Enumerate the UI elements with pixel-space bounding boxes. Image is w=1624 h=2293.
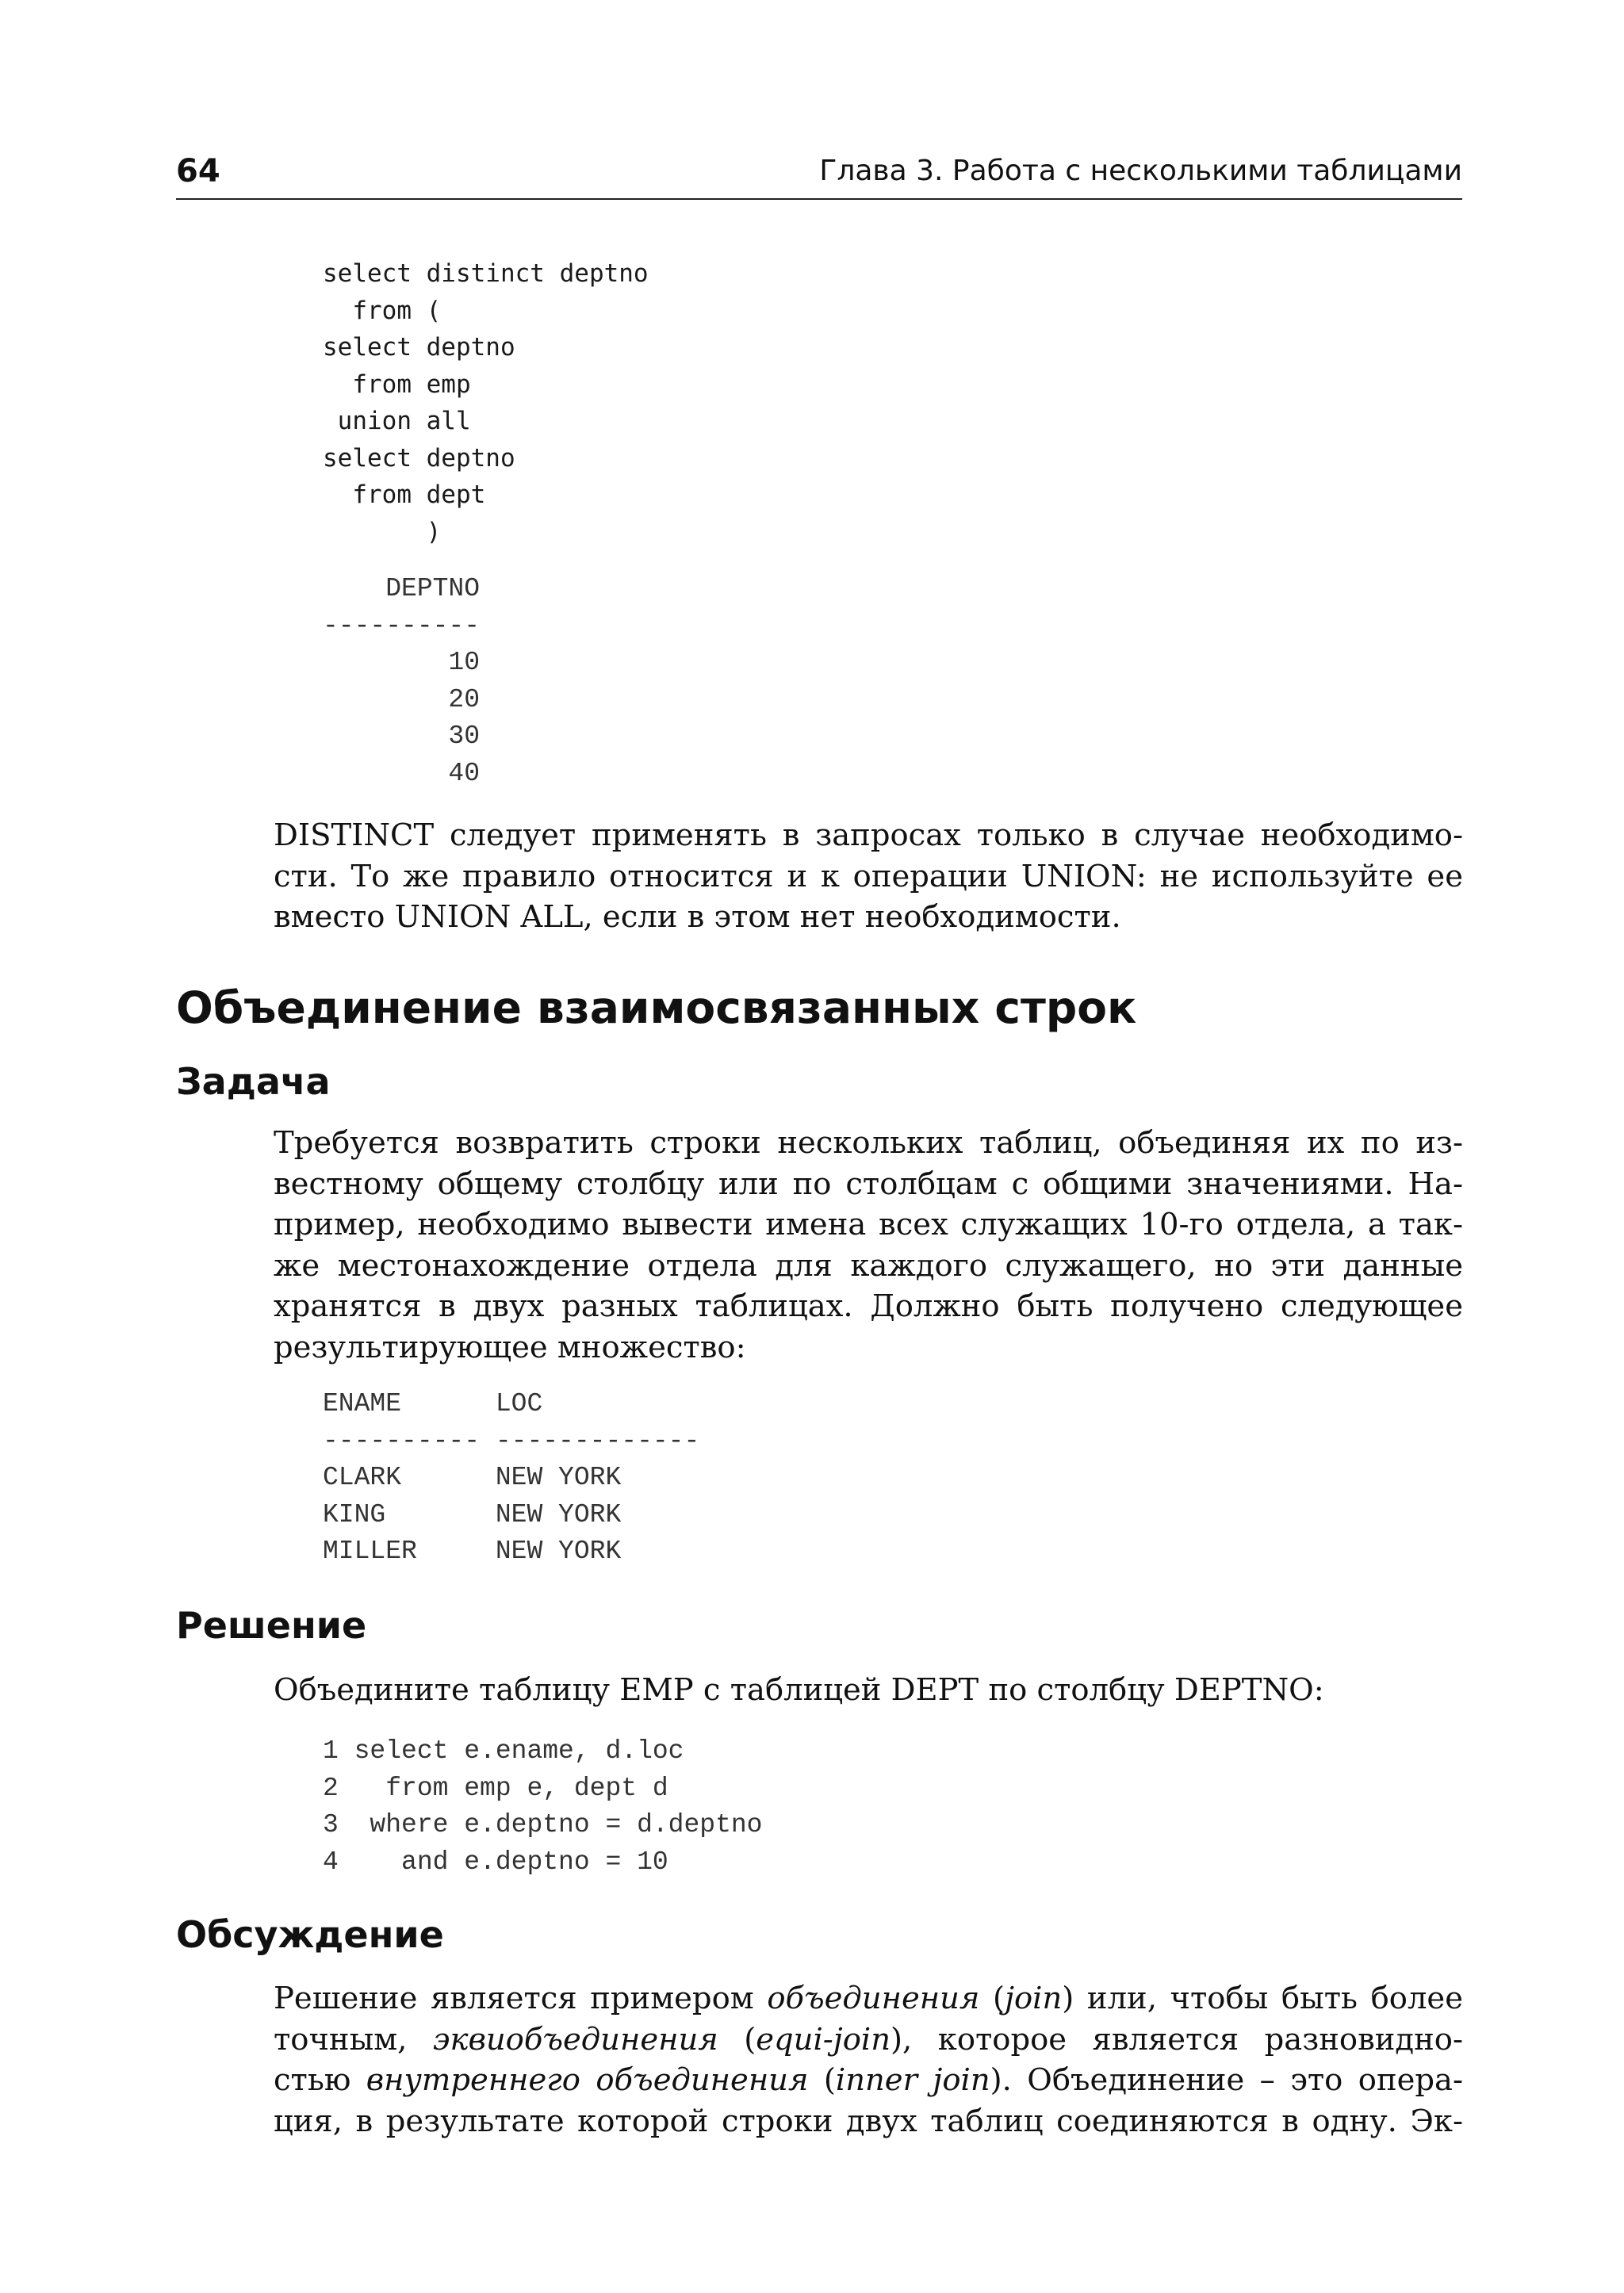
running-title: Глава 3. Работа с несколькими таблицами: [819, 155, 1462, 187]
text-line: [274, 1978, 1463, 2019]
result-line: ---------- -------------: [323, 1426, 700, 1456]
term-italic: объединения: [767, 1981, 980, 2016]
code-line: 1 select e.ename, d.loc: [323, 1736, 684, 1766]
code-line: 4 and e.deptno = 10: [323, 1847, 668, 1877]
code-line: select distinct deptno: [323, 259, 649, 288]
paragraph-task: [274, 1123, 1463, 1368]
solution-code: [323, 1733, 763, 1881]
term-italic: join: [1005, 1981, 1063, 2016]
text-line: [274, 2060, 1463, 2101]
term-italic: эквиобъединения: [432, 2021, 718, 2058]
text-run: точным,: [274, 2021, 433, 2058]
output-line: 40: [323, 758, 481, 788]
output-line: 10: [323, 648, 481, 677]
text-line: DISTINCT следует применять в запросах только в случае необходимо-: [274, 817, 1463, 853]
text-run: (: [979, 1981, 1005, 2016]
text-line: же местонахождение отдела для каждого служащего, но эти данные: [274, 1247, 1463, 1284]
text-run: (: [718, 2021, 756, 2058]
code-line: from (: [323, 296, 442, 325]
text-line: результирующее множество:: [274, 1329, 746, 1365]
code-line: union all: [323, 407, 471, 435]
output-line: 30: [323, 722, 481, 751]
output-line: DEPTNO: [323, 574, 481, 603]
task-heading: Задача: [176, 1060, 331, 1103]
text-run: стью: [274, 2062, 366, 2098]
output-line: ----------: [323, 611, 481, 641]
code-line: 2 from emp e, dept d: [323, 1773, 668, 1803]
text-line: вестному общему столбцу или по столбцам с общими значениями. На-: [274, 1166, 1463, 1202]
text-run: ). Объединение – это опера-: [990, 2062, 1463, 2098]
text-run: (: [808, 2062, 836, 2098]
text-line: вместо UNION ALL, если в этом нет необходимости.: [274, 899, 1121, 935]
discussion-heading: Обсуждение: [176, 1913, 444, 1956]
result-line: ENAME LOC: [323, 1389, 543, 1418]
result-line: MILLER NEW YORK: [323, 1537, 622, 1566]
paragraph-distinct: [274, 815, 1463, 938]
code-block-distinct: [323, 255, 649, 550]
paragraph-discussion: [274, 1978, 1463, 2142]
text-line: Требуется возвратить строки нескольких таблиц, объединяя их по из-: [274, 1125, 1463, 1161]
output-line: 20: [323, 684, 481, 714]
page-number: 64: [176, 153, 220, 189]
section-title: Объединение взаимосвязанных строк: [176, 982, 1137, 1033]
term-italic: equi-join: [756, 2021, 891, 2058]
text-run: ) или, чтобы быть более: [1062, 1981, 1463, 2016]
solution-heading: Решение: [176, 1604, 367, 1647]
code-line: from dept: [323, 480, 486, 509]
code-line: select deptno: [323, 333, 515, 362]
result-set-table: [323, 1386, 699, 1571]
code-line: ): [323, 517, 442, 546]
text-line: [274, 2019, 1463, 2061]
text-run: ), которое является разновидно-: [891, 2021, 1463, 2058]
result-line: CLARK NEW YORK: [323, 1463, 622, 1492]
code-line: from emp: [323, 369, 471, 399]
query-output-deptno: [323, 571, 480, 792]
page-header: [176, 149, 1462, 193]
term-italic: inner join: [835, 2062, 990, 2098]
term-italic: внутреннего объединения: [366, 2062, 809, 2098]
text-run: Решение является примером: [274, 1981, 768, 2016]
header-divider: [176, 198, 1462, 200]
code-line: 3 where e.deptno = d.deptno: [323, 1810, 763, 1839]
text-line: ция, в результате которой строки двух таблиц соединяются в одну. Эк-: [274, 2103, 1463, 2139]
text-line: Объедините таблицу EMP с таблицей DEPT по столбцу DEPTNO:: [274, 1672, 1324, 1708]
result-line: KING NEW YORK: [323, 1499, 622, 1529]
code-line: select deptno: [323, 443, 515, 473]
text-line: пример, необходимо вывести имена всех служащих 10-го отдела, а так-: [274, 1207, 1463, 1242]
text-line: сти. То же правило относится и к операции UNION: не используйте ее: [274, 858, 1463, 894]
paragraph-solution: [274, 1670, 1463, 1711]
text-line: хранятся в двух разных таблицах. Должно быть получено следующее: [274, 1288, 1463, 1324]
